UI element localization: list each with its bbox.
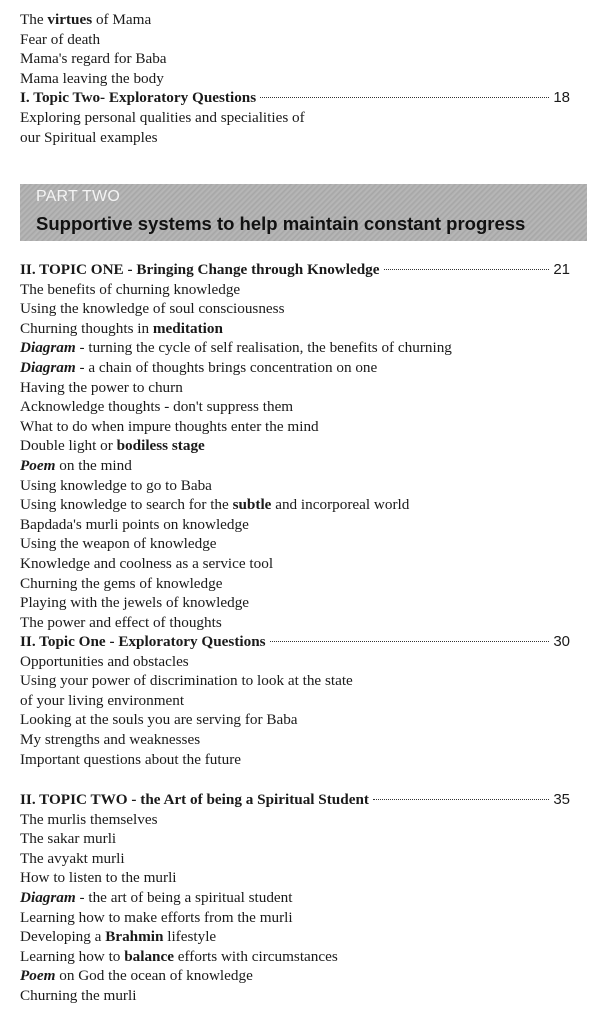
line-text: Opportunities and obstacles [20, 652, 189, 670]
dot-leader [373, 799, 549, 800]
toc-line [20, 338, 576, 358]
toc-entry-title: II. TOPIC ONE - Bringing Change through Knowledge [20, 261, 380, 278]
toc-entry-topic-one[interactable] [20, 260, 570, 280]
line-text: - turning the cycle of self realisation, the benefits of churning [75, 339, 452, 357]
line-text: Knowledge and coolness as a service tool [20, 554, 274, 572]
toc-entry-topic-two[interactable] [20, 790, 570, 810]
line-text: Double light or [20, 437, 117, 455]
toc-line [20, 358, 576, 378]
line-text: Bapdada's murli points on knowledge [20, 515, 249, 533]
line-text: Mama's regard for Baba [20, 50, 167, 68]
toc-entry-title: II. Topic One - Exploratory Questions [20, 633, 266, 650]
line-text: our Spiritual examples [20, 128, 158, 146]
section-topic-two [20, 790, 576, 1006]
toc-line [20, 849, 576, 869]
line-text: on God the ocean of knowledge [55, 967, 253, 985]
line-text: What to do when impure thoughts enter the mind [20, 417, 319, 435]
line-text: Using knowledge to go to Baba [20, 476, 212, 494]
line-text: Important questions about the future [20, 750, 242, 768]
toc-line [20, 319, 576, 339]
toc-line [20, 128, 576, 148]
toc-line [20, 476, 576, 496]
dot-leader [270, 641, 550, 642]
toc-line [20, 108, 576, 128]
toc-line [20, 671, 576, 691]
line-text: Churning thoughts in [20, 319, 153, 337]
toc-line [20, 947, 576, 967]
toc-line [20, 652, 576, 672]
line-text: The murlis themselves [20, 810, 158, 828]
line-emphasis: Poem [20, 967, 56, 985]
toc-line [20, 986, 576, 1006]
line-text: How to listen to the murli [20, 869, 177, 887]
line-text: Using knowledge to search for the [20, 496, 233, 514]
line-text: Mama leaving the body [20, 69, 164, 87]
toc-line [20, 554, 576, 574]
part-label: PART TWO [36, 188, 120, 205]
line-text: on the mind [55, 456, 132, 474]
toc-line [20, 30, 576, 50]
toc-page-number: 18 [553, 89, 570, 107]
line-text: efforts with circumstances [173, 947, 338, 965]
line-text: My strengths and weaknesses [20, 730, 201, 748]
line-text: Developing a [20, 928, 106, 946]
line-text: - the art of being a spiritual student [75, 888, 293, 906]
line-text: Using the weapon of knowledge [20, 535, 217, 553]
line-text: The [20, 11, 48, 28]
line-emphasis: Poem [20, 456, 56, 474]
line-text: of Mama [92, 11, 152, 28]
line-text: Churning the murli [20, 986, 137, 1004]
line-text: Using your power of discrimination to look at the state [20, 672, 353, 690]
line-emphasis: virtues [47, 11, 93, 28]
toc-line [20, 691, 576, 711]
top-after-lines [20, 108, 576, 147]
toc-line [20, 750, 576, 770]
section-topic-one-questions [20, 632, 576, 769]
line-text: The sakar murli [20, 830, 117, 848]
toc-line [20, 574, 576, 594]
toc-line [20, 966, 576, 986]
line-text: Using the knowledge of soul consciousness [20, 300, 285, 318]
line-text: Fear of death [20, 30, 101, 48]
line-emphasis: Brahmin [105, 928, 164, 946]
toc-line [20, 417, 576, 437]
line-text: and incorporeal world [271, 496, 410, 514]
toc-line [20, 49, 576, 69]
line-text: Having the power to churn [20, 378, 183, 396]
line-emphasis: Diagram [20, 888, 76, 906]
toc-line [20, 710, 576, 730]
line-text: The benefits of churning knowledge [20, 280, 241, 298]
toc-line [20, 613, 576, 633]
line-text: lifestyle [163, 928, 217, 946]
toc-line [20, 436, 576, 456]
toc-line [20, 927, 576, 947]
toc-entry-topic-one-questions[interactable] [20, 632, 570, 652]
line-emphasis: Diagram [20, 358, 76, 376]
section-topic-one [20, 260, 576, 632]
toc-line [20, 456, 576, 476]
dot-leader [260, 97, 549, 98]
top-section [20, 10, 576, 147]
toc-line [20, 868, 576, 888]
toc-line [20, 730, 576, 750]
dot-leader [384, 269, 550, 270]
toc-line [20, 69, 576, 89]
toc-line [20, 10, 576, 30]
toc-line [20, 299, 576, 319]
line-text: Looking at the souls you are serving for Baba [20, 711, 298, 729]
line-text: Playing with the jewels of knowledge [20, 594, 250, 612]
toc-line [20, 495, 576, 515]
line-emphasis: balance [124, 947, 174, 965]
line-text: Learning how to [20, 947, 125, 965]
line-text: The power and effect of thoughts [20, 613, 222, 631]
toc-line [20, 810, 576, 830]
toc-entry-topic-two-questions[interactable] [20, 88, 570, 108]
part-subtitle: Supportive systems to help maintain constant progress [36, 213, 526, 234]
section-three-lines [20, 810, 576, 1006]
line-text: Exploring personal qualities and specialities of [20, 108, 305, 126]
line-text: - a chain of thoughts brings concentration on one [75, 358, 378, 376]
line-emphasis: Diagram [20, 339, 76, 357]
toc-line [20, 908, 576, 928]
line-text: Learning how to make efforts from the murli [20, 908, 293, 926]
line-emphasis: subtle [232, 496, 272, 514]
top-lines [20, 10, 576, 88]
toc-line [20, 829, 576, 849]
toc-line [20, 515, 576, 535]
toc-entry-title: I. Topic Two- Exploratory Questions [20, 89, 257, 107]
line-emphasis: meditation [152, 319, 223, 337]
toc-line [20, 378, 576, 398]
toc-page-number: 30 [553, 633, 570, 650]
line-text: of your living environment [20, 691, 185, 709]
toc-line [20, 888, 576, 908]
toc-entry-title: II. TOPIC TWO - the Art of being a Spiritual Student [20, 791, 369, 808]
line-text: Acknowledge thoughts - don't suppress them [20, 398, 294, 416]
line-emphasis: bodiless stage [116, 437, 205, 455]
toc-page-number: 21 [553, 261, 570, 278]
part-two-banner [20, 184, 587, 241]
toc-page-number: 35 [553, 791, 570, 808]
toc-line [20, 397, 576, 417]
toc-line [20, 593, 576, 613]
toc-line [20, 280, 576, 300]
section-one-lines [20, 280, 576, 633]
line-text: The avyakt murli [20, 849, 125, 867]
toc-line [20, 534, 576, 554]
line-text: Churning the gems of knowledge [20, 574, 223, 592]
section-two-lines [20, 652, 576, 770]
